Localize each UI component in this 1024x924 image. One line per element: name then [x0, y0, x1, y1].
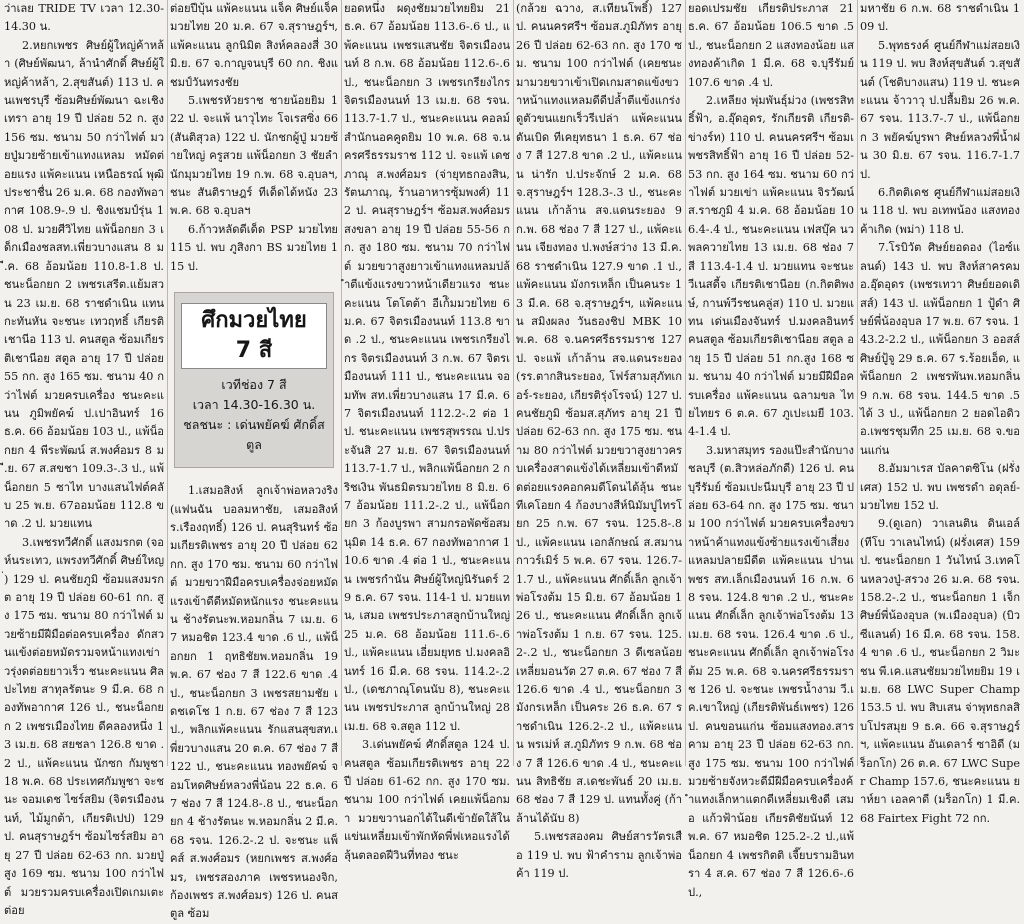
- paragraph: 3.มหาสมุทร รองแป๊ะสำนักบางชลบุรี (ต.สิวหล่อภักดี) 126 ป. คนบุรีรัมย์ ซ้อมเปะนีมบุรี อายุ 23 ปี ปล่อย 63-64 กก. สูง 175 ซม. ชนาม 100 กว่าไฟต์ มวยครบเครื่องขวาหน้าค้าแทงแข้งซ้ายแรงเข้าเสี่ยงแหลมปลายมีดีต แพ้คะแนน ปานเพชร สท.เล็กเมืองนนท์ 16 ก.พ. 68 รจน. 124.8 ขาด .2 ป., ชนะคะแนน ศักดิ์เล็ก ลูกเจ้าพ่อโรงต้ม 13 เม.ย. 68 รจน. 126.4 ขาด .6 ป., ชนะคะแนน ศักดิ์เล็ก ลูกเจ้าพ่อโรงต้ม 25 พ.ค. 68 จ.นครศรีธรรมราช 126 ป. จะชนะ เพชรน้ำงาม วี.เค.เขาใหญ่ (เกียรติพันธ์เพชร) 126 ป. คนขอนแก่น ซ้อมแสงทอง.สารคาม อายุ 23 ปี ปล่อย 62-63 กก. สูง 175 ซม. ชนาม 100 กว่าไฟต์ มวยซ้ายจังหวะดีมีฝีมือครบเครื่องค้ำแทงเล็กหาแตกดีเหลี่ยมเชิงดี เสมอ แก้วฟ้าน้อย เกียรติชัยนันท์ 12 พ.ค. 67 หมอชิต 125.2-.2 ป.,แพ้น็อกยก 4 เพชรกิตติ เจี๊ยบรามอินทรา 4 ส.ค. 67 ช่อง 7 สี 126.6-.6 ป.,: [688, 443, 854, 899]
- column-5: [688, 0, 854, 899]
- paragraph: ยอดหนึ่ง ผดุงชัยมวยไทยยิม 21 ธ.ค. 67 อ้อมน้อย 113.6-.6 ป., แพ้คะแนน เพชรแสนชัย จิตรเมืองนนท์ 8 ก.พ. 68 อ้อมน้อย 112.6-.6 ป., ชนะน็อกยก 3 เพชรเกรียงไกร จิตรเมืองนนท์ 13 เม.ย. 68 รจน. 113.7-1.7 ป., ชนะคะแนน คอลม์ สำนักนอคคูดยิม 10 พ.ค. 68 จ.นครศรีธรรมราช 112 ป. จะแพ้ เดชภาณุ ส.พงศ์อมร (จ่ายุทธกองสิน, รัตนภาณุ, ร้านอาหารซุ้มพงศ์) 112 ป. คนสุราษฎร์ฯ ซ้อมส.พงศ์อมร สงขลา อายุ 19 ปี ปล่อย 55-56 กก. สูง 180 ซม. ชนาม 70 กว่าไฟต์ มวยขวาสูงยาวเข้าแทงแหลมปล้ำตีแข้งแรงขวาหน้าเดียวแรง ชนะคะแนน โตโตต้า อีเก้ิมมวยไทย 6 ม.ค. 67 จิตรเมืองนนท์ 113.8 ขาด .2 ป., ชนะคะแนน เพชรเกรียงไกร จิตรเมืองนนท์ 3 ก.พ. 67 จิตรเมืองนนท์ 111 ป., ชนะคะแนน จอมทัพ สท.เพี่ยวบางแสน 17 มี.ค. 67 จิตรเมืองนนท์ 112.2-.2 ต่อ 1 ป. ชนะคะแนน เพชรสุพรรณ ป.ประจันสิ 27 ม.ย. 67 จิตรเมืองนนท์ 113.7-1.7 ป., พลิกแพ้น็อกยก 2 กริชเงิน พันธมิตรมวยไทย 8 มิ.ย. 67 อ้อมน้อย 111.2-.2 ป., แพ้น็อกยก 3 ก้องบูรพา สามกรอพัดซ้อสมนุมิต 14 ธ.ค. 67 กองทัพอากาศ 110.6 ขาด .4 ต่อ 1 ป., ชนะคะแนน เพชรกำนัน ศิษย์ผู้ใหญ่นิรันดร์ 29 ธ.ค. 67 รจน. 114-1 ป. มวยแทน, เสมอ เพชรประภาสลูกบ้านใหญ่ 25 ม.ค. 68 อ้อมน้อย 111.6-.6 ป., แพ้คะแนน เอี่ยมยุทธ ป.มงคลอินทร์ 16 มี.ค. 68 รจน. 114.2-.2 ป., (เดชภาณุโดนนับ 8), ชนะคะแนน เพชรประภาส ลูกบ้านใหญ่ 28 เม.ย. 68 จ.สตูล 112 ป.: [344, 2, 510, 733]
- column-divider: [857, 0, 858, 766]
- program-box: [174, 292, 334, 468]
- column-2: [170, 0, 338, 921]
- paragraph: 6.ก้าวหลัดดีเด็ด PSP มวยไทย 115 ป. พบ ภูสิงกา BS มวยไทย 115 ป.: [170, 222, 338, 273]
- column-divider: [685, 0, 686, 766]
- paragraph: มหาชัย 6 ก.พ. 68 ราชดำเนิน 109 ป.: [860, 2, 1020, 34]
- paragraph: ต่อยปีบุ้น แพ้คะแนน แจ็ค ศิษย์แจ็ค มวยไทย 20 ม.ค. 67 จ.สุราษฎร์ฯ, แพ้คะแนน ลูกนิมิต สิงห์คลองสี่ 30 มิ.ย. 67 จ.กาญจนบุรี 60 กก. ชิงแชมป์วันทรงชัย: [170, 2, 338, 89]
- paragraph: 5.เพชรสองคม ศิษย์สารวัตรเสือ 119 ป. พบ ฟ้าคำราม ลูกเจ้าพ่อค้า 119 ป.: [516, 830, 682, 881]
- program-promoter: ชลชนะ : เด่นพยัคฆ์ ศักดิ์สตูล: [183, 417, 325, 453]
- paragraph: 8.อัมมาเรส บัลคาตซิโน (ฝรั่งเศส) 152 ป. พบ เพชรดำ อดุลย์-มวยไทย 152 ป.: [860, 462, 1020, 512]
- column-divider: [513, 0, 514, 766]
- column-1: [4, 0, 164, 917]
- program-heading: ศึกมวยไทย 7 สี: [181, 303, 327, 369]
- column-6: [860, 0, 1021, 825]
- paragraph: 2.เหลียง พุ่มพันธุ์ม่วง (เพชรสิทธิ์ฟ้า, อ.อุ๊ดอุดร, รักเกียรติ เกียรติ-ข่างร์ท) 110 ป. คนนครศรีฯ ซ้อมเพชรสิทธิ์ฟ้า อายุ 16 ปี ปล่อย 52-53 กก. สูง 164 ซม. ชนาม 60 กว่าไฟต์ มวยเข่า แพ้คะแนน จิรวัฒน์ ส.ราชภูมิ 4 ม.ค. 68 อ้อมน้อย 106.4-.4 ป., ชนะคะแนน เฟสบุ๊ค นวพลควายไทย 13 เม.ย. 68 ช่อง 7 สี 113.4-1.4 ป. มวยแทน จะชนะ วีเนสดี้จ เกียรติเชานีอย (ก.กิตติพงษ์, กานพ์วีรชนคลู่ส) 110 ป. มวยแทน เด่นเมืองจันทร์ ป.มงคลอินทร์ คนสตูล ซ้อมเกียรติเชานีอย สตูล อายุ 15 ปี ปล่อย 51 กก.สูง 168 ซม. ชนาม 40 กว่าไฟต์ มวยมีฝีมือครบเครื่อง แพ้คะแนน ฉลามขล ไทยไทยร 6 ต.ค. 67 ภูเปะเมยี 103.4-1.4 ป.: [688, 94, 854, 439]
- column-divider: [167, 0, 168, 766]
- column-divider: [341, 0, 342, 766]
- paragraph: 6.กิตติเดช ศูนย์กีฬาแม่สอยเงิน 118 ป. พบ อเทพน้อง แสงทองค้าเกิด (พม่า) 118 ป.: [860, 186, 1020, 236]
- paragraph: ยอดเปรมชัย เกียรติประภาส 21 ธ.ค. 67 อ้อมน้อย 106.5 ขาด .5 ป., ชนะน็อกยก 2 แสงทองน้อย แสงทองค้าเกิด 1 มี.ค. 68 จ.บุรีรัมย์ 107.6 ขาด .4 ป.: [688, 2, 854, 89]
- paragraph: ว่าเลย TRIDE TV เวลา 12.30-14.30 น.: [4, 2, 164, 34]
- paragraph: 1.เสมอสิงห์ ลูกเจ้าพ่อหลวงริง (แฟนฉัน บอลมหาชัย, เสมอสิงห์ ร.เรืองฤทธิ์) 126 ป. คนสุรินทร์ ซ้อมเกียรติเพชร อายุ 20 ปี ปล่อย 62 กก. สูง 170 ซม. ชนาม 60 กว่าไฟต์ มวยขวาฝีมือครบเครื่องจ่อยหมัดแรงเข้าดีดีหมัดหนักแรง ชนะคะแนน ช้างรัตนะพ.หอมกลิ่น 7 เม.ย. 67 หมอชิต 123.4 ขาด .6 ป., แพ้น็อกยก 1 ฤทธิชัยพ.หอมกลิ่น 19 พ.ค. 67 ช่อง 7 สี 122.6 ขาด .4 ป., ชนะน็อกยก 3 เพชรสยามชัย เดชเดโช 1 ก.ย. 67 ช่อง 7 สี 123 ป., พลิกแพ้คะแนน รักแสนสุขสท.เพี่ยวบางแสน 20 ต.ค. 67 ช่อง 7 สี 122 ป., ชนะคะแนน ทองพยัคฆ์ จอมโหดศิษย์หลวงพี่น้อน 22 ธ.ค. 67 ช่อง 7 สี 124.8-.8 ป., ชนะน็อกยก 4 ช้างรัตนะ พ.หอมกลิ่น 2 มี.ค. 68 รจน. 126.2-.2 ป. จะชนะ แพ็คส์ ส.พงศ์อมร (หยกเพชร ส.พงศ์อมร, เพชรสองภาค เพชรหนองจิก, ก้องเพชร ส.พงศ์อมร) 126 ป. คนสตูล ซ้อม: [170, 484, 338, 921]
- paragraph: 3.เพชรทวีศักดิ์ แสงมรกต (จอห์นระเทว, แพรงทวีศักดิ์ ศิษย์ใหญ่) 129 ป. คนชัยภูมิ ซ้อมแสงมรกต อายุ 19 ปี ปล่อย 60-61 กก. สูง 175 ซม. ชนาม 80 กว่าไฟต์ มวยซ้ายมีฝีมือต่อครบเครื่อง ดักสวนแข้งต่อยหมัดรวมจหน้าแทงเข่าวรุ่งดต่อยยาวเร็ว ชนะคะแนน ศิลปะไทย สาทุลรัตนะ 9 มี.ค. 68 กองทัพอากาศ 126 ป., ชนะน็อกยก 2 เพชรเมืองไทย ดีคลองหนึ่ง 13 เม.ย. 68 สยชลา 126.8 ขาด .2 ป., แพ้คะแนน นักซก กัมพูชา 18 พ.ค. 68 ประเทศกัมพูชา จะชนะ จอมเดช ไซร์สยิม (จิตรเมืองนนท์, ไม้มูกต้า, เกียรติเปป) 129 ป. คนสุราษฎร์ฯ ซ้อมไซร์สยิม อายุ 27 ปี ปล่อย 62-63 กก. มวยปู่ สูง 169 ซม. ชนาม 100 กว่าไฟต์ มวยรวมครบเครื่องเปิดเกมเตะต่อย: [4, 535, 164, 917]
- column-3: [344, 0, 510, 862]
- column-4: [516, 0, 682, 881]
- paragraph: 5.เพชรหัวยราช ชายน้อยยิม 122 ป. จะแพ้ นาวุไทะ โจเรสซิ่ง 66 (สันติสุวล) 122 ป. นักชกผู้ปู่ มวยซ้ายใหญ่ ครูสวย แพ้น็อกยก 3 ชัยลำนักมุมวยไทย 19 ก.พ. 68 จ.อุบลฯ, ชนะ สันติราษฎร์ ทีเด็ดได้หนัง 23 พ.ค. 68 จ.อุบลฯ: [170, 94, 338, 218]
- paragraph: 9.(ดูเอก) วาเลนติน ดินเอล์ (ทีโบ วาเลนไทน์) (ฝรั่งเศส) 159 ป. ชนะน็อกยก 1 วันไทน์ 3.เทคโนหลวงปู่-สรวง 26 ม.ค. 68 รจน. 158.2-.2 ป., ชนะน็อกยก 1 เจ็ก ศิษย์พี่น้องอุบล (พ.เมืองอุบล) (บิวซีแลนด์) 16 มี.ค. 68 รจน. 158.4 ขาด .6 ป., ชนะน็อกยก 2 วิมะชน พี.เค.แสนชัยมวยไทยยิม 19 เม.ย. 68 LWC Super Champ 153.5 ป. พบ สิบเสน จ่าพุทธกลสิบโปรสมุย 9 ธ.ค. 66 จ.สุราษฎร์ฯ, แพ้คะแนน อันเดลาร์ ซาอิดี (มร็อกโก) 26 ต.ค. 67 LWC Super Champ 157.6, ชนะคะแนน ยาห์ยา เอลคาดี (มร็อกโก) 1 มี.ค. 68 Fairtex Fight 72 กก.: [860, 517, 1020, 825]
- program-channel: เวทีช่อง 7 สี: [221, 377, 287, 393]
- paragraph: 2.หยกเพชร ศิษย์ผู้ใหญ่ค้าหล้า (ศิษย์พัฒนา, ล้านำศักดิ์ ศิษย์ผู้ใหญ่ค้าหล้า, 2.สุขสันต์) 113 ป. คนเพชรบุรี ซ้อมศิษย์พัฒนา ฉะเชิงเทรา อายุ 19 ปี ปล่อย 52 ก. สูง 156 ซม. ชนาม 50 กว่าไฟต์ มวยปู่มวยซ้ายเข้าแทงแหลม หมัดต่อยแรง แพ้คะแนน เหนือธรณ์ พุฒิประชาชื่น 26 ม.ค. 68 กองทัพอากาศ 108.9-.9 ป. ชิงแชมป์รุ่น 108 ป. มวยศีวิไทย แพ้น็อกยก 3 เด็กเมืองชลสท.เพี่ยวบางแสน 8 มี.ค. 68 อ้อมน้อย 110.8-1.8 ป. ชนะน็อกยก 2 เพชรเสรีต.แย้มสวน 23 เม.ย. 68 ราชดำเนิน แทนกะทันหัน จะชนะ เทวฤทธิ์ เกียรติเชานีอ 113 ป. คนสตูล ซ้อมเกียรติเชานีอย สตูล อายุ 17 ปี ปล่อย 55 กก. สูง 165 ซม. ชนาม 40 กว่าไฟต์ มวยครบเครื่อง ชนะคะแนน ภูมิพยัคฆ์ ป.เปาอินทร์ 16 ธ.ค. 66 อ้อมน้อย 103 ป., แพ้น็อกยก 4 พีระพัฒน์ ส.พงศ์อมร 8 มี.ย. 67 ส.สขชา 109.3-.3 ป., แพ้น็อกยก 5 ซาไท บางแสนไฟต์คลับ 25 พ.ย. 67ออมน้อย 112.8 ขาด .2 ป. มวยแทน: [4, 38, 164, 531]
- paragraph: (กล้วย ฉวาง, ส.เทียนโพธิ์) 127 ป. คนนครศรีฯ ซ้อมส.ภูมิภัทร อายุ 26 ปี ปล่อย 62-63 กก. สูง 170 ซม. ชนาม 100 กว่าไฟต์ (เคยชนะมามวยขวาเข้าเปิดเกมสาดแข้งขวาหน้าแทงแหลมดีดีปล้ำตีแข้งแกร่งดูตัวขนแยกเร็วรีเปล่า แพ้คะแนน ดันเบิด ทีเคยุทธนา 1 ธ.ค. 67 ช่อง 7 สี 127.8 ขาด .2 ป., แพ้คะแนน น่ารัก ป.ประจักษ์ 2 ม.ค. 68 จ.สุราษฎร์ฯ 128.3-.3 ป., ชนะคะแนน เก้าล้าน สจ.แดนระยอง 9 ก.พ. 68 ช่อง 7 สี 127 ป., แพ้คะแนน เจียงทอง ป.พงษ์สว่าง 13 มี.ค. 68 ราชดำเนิน 127.9 ขาด .1 ป., แพ้คะแนน มังกรเหล็ก เป็นคนระ 13 มี.ค. 68 จ.สุราษฎร์ฯ, แพ้คะแนน สมิงผลง วันธองชิป MBK 10 พ.ค. 68 จ.นครศรีธรรมราช 127 ป. จะแพ้ เก้าล้าน สจ.แดนระยอง (รร.ตากสินระยอง, โฟร์สามสุภัทเกอร์-ระยอง, เกียรติรุ่งโรจน์) 127 ป. คนชัยภูมิ ซ้อมส.สุภัทร อายุ 21 ปี ปล่อย 62-63 กก. สูง 175 ซม. ชนาม 80 กว่าไฟต์ มวยขวาสูงยาวครบเครื่องสาดแข้งได้เหลี่ยมเข้าดีหมัดต่อยแรงคอกคมดีโดนได้ลุ้น ชนะทีเคโอยก 4 ก้องบางสีห์นิมัมปูไทรโยก 25 ก.พ. 67 รจน. 125.8-.8 ป., แพ้คะแนน เอกลักษณ์ ส.สมานกาวร์เมิร์ 5 พ.ค. 67 รจน. 126.7-1.7 ป., แพ้คะแนน ศักดิ์เล็ก ลูกเจ้าพ่อโรงต้ม 15 มิ.ย. 67 อ้อมน้อย 126 ป., ชนะคะแนน ศักดิ์เล็ก ลูกเจ้าพ่อโรงต้ม 1 ก.ย. 67 รจน. 125.2-.2 ป., ชนะน็อกยก 3 ดีเซลน้อย เหลี่ยมอนวัต 27 ต.ค. 67 ช่อง 7 สี 126.6 ขาด .4 ป., ชนะน็อกยก 3 มังกรเหล็ก เป็นคระ 26 ธ.ค. 67 ราชดำเนิน 126.2-.2 ป., แพ้คะแนน พรเม่ห์ ส.ภูมิภัทร 9 ก.พ. 68 ช่อง 7 สี 126.6 ขาด .4 ป., ชนะคะแนน สิทธิชัย ส.เดชะพันธ์ 20 เม.ย. 68 ช่อง 7 สี 129 ป. แทนทั้งคู่ (ก้าล้านได้นับ 8): [516, 2, 682, 825]
- paragraph: 5.พุทธรงค์ ศูนย์กีฬาแม่สอยเงิน 119 ป. พบ สิงห์สุขสันต์ ว.สุขสันต์ (โชติบางแสน) 119 ป. ชนะคะแนน จ้าวาวุ ป.ปลื้มยิม 26 พ.ค. 67 รจน. 113.7-.7 ป., แพ้น็อกยก 3 พยัคฆ์บูรพา ศิษย์หลวงพี่น้ำฝน 30 มิ.ย. 67 รจน. 116.7-1.7 ป.: [860, 38, 1021, 181]
- paragraph: 3.เด่นพยัคฆ์ ศักดิ์สตูล 124 ป. คนสตูล ซ้อมเกียรติเพชร อายุ 22 ปี ปล่อย 61-62 กก. สูง 170 ซม. ชนาม 100 กว่าไฟต์ เคยแพ้น็อกมา มวยขวานอกได้ในดีเข้ายัดใส้ในแข่นเหลี่ยมเข้าพักหัดพี่ฟเหอแรงได้ลุ้นตลอดฝีวินที่ทอง ชนะ: [344, 738, 510, 862]
- program-time: เวลา 14.30-16.30 น.: [192, 397, 316, 413]
- paragraph: 7.โรบิวัต ศิษย์ยอดอง (ไอซ์แลนด์) 143 ป. พบ สิงห์สาครคม อ.อุ๊ดอุดร (เพชรเทวา ศิษย์ยอดเดิสส์) 143 ป. แพ้น็อกยก 1 ปู้ดำ ศิษย์พี่น้องอุบล 17 พ.ย. 67 รจน. 143.2-2.2 ป., แพ้น็อกยก 3 ออสส์ ศิษย์ปู้จู 29 ธ.ค. 67 ร.ร้อยเอ็ด, แพ้น็อกยก 2 เพชรพันพ.หอมกลิ่น 9 ก.พ. 68 รจน. 144.5 ขาด .5 ได้ 3 ป., แพ้น็อกยก 2 ยอดไอดิว อ.เพชรชุมทีก 25 เม.ย. 68 จ.ขอนแก่น: [860, 241, 1020, 457]
